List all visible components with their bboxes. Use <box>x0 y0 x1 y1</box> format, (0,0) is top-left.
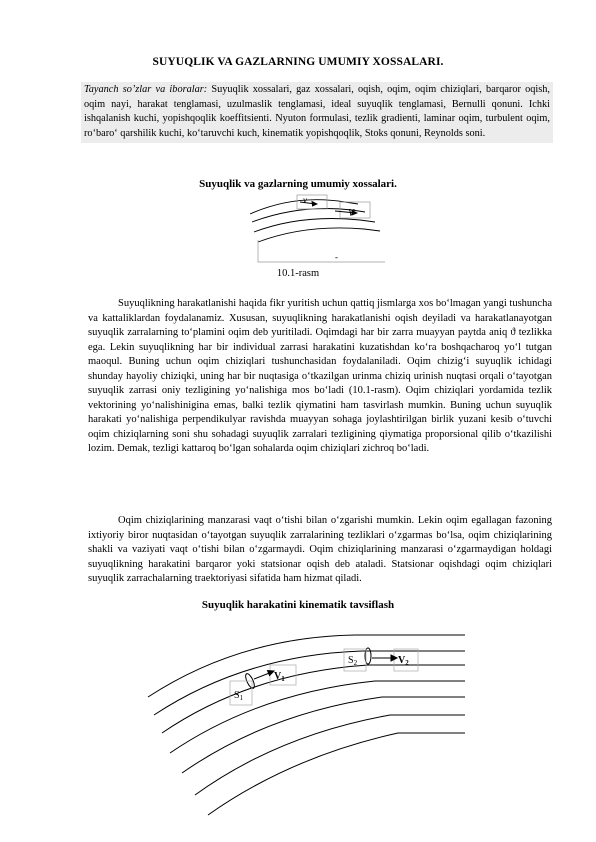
streamline <box>154 651 465 715</box>
v1-label: V <box>274 671 282 682</box>
velocity-label: v <box>303 195 307 205</box>
axis-bracket <box>258 240 385 262</box>
keywords-box <box>81 82 553 143</box>
paragraph: Suyuqlikning harakatlanishi haqida fikr yuritish uchun qattiq jismlarga xos bo‘lmagan yangi tushuncha va kattaliklardan foydalanamiz. Xususan, suyuqlikning harakatlanishi oqish deyiladi va harakatlanayotgan suyuqlik zarralarning to‘plamini oqim deb yuritiladi. Oqimdagi har bir zarra muayyan paytda aniq ϑ tezlikka ega. Lekin suyuqlikning har bir individual zarrasi harakatini kuzatishdan ko‘ra boshqacharoq yo‘l tutgan maoqul. Buning uchun oqim chiziqlari tushunchasidan foydalaniladi. Oqim chizig‘i suyuqlik ichidagi shunday hayoliy chiziqki, uning har bir nuqtasiga o‘tkazilgan urinma chiziq urinish nuqtasi orqali o‘tayotgan suyuqlik zarrasi oniy tezligining yo‘nalishiga mos bo‘ladi (10.1-rasm). Oqim chiziqlari yordamida tezlik vektorining yo‘nalishinigina emas, balki tezlik qiymatini ham tasvirlash mumkin. Buning uchun suyuqlik harakati yo‘nalishiga perpendikulyar ravishda muayyan sohaga joylashtirilgan birlik yuzani kesib o‘tuvchi oqim chiziqlarning soni shu sohadagi suyuqlik zarralari tezligining qiymatiga proporsional qilib o‘tkazilishi lozim. Demak, tezligi kattaroq bo‘lgan sohalarda oqim chiziqlari zichroq bo‘ladi. <box>88 298 552 455</box>
streamline <box>170 681 465 753</box>
v2-label: V <box>398 655 406 666</box>
s1-subscript: 1 <box>239 694 244 702</box>
streamline <box>254 219 375 233</box>
keywords-label: Tayanch so’zlar va iboralar: <box>84 84 208 95</box>
streamline <box>208 733 465 815</box>
s2-label: S <box>348 655 354 666</box>
velocity-label: V <box>348 208 355 219</box>
dash-label: - <box>335 252 338 262</box>
s1-label: S <box>234 690 240 701</box>
streamline <box>162 665 465 733</box>
arrowhead <box>312 202 317 207</box>
svg-text:S2 <box>348 655 358 667</box>
v1-subscript: 1 <box>281 675 285 683</box>
streamline <box>148 635 465 697</box>
paragraph: Oqim chiziqlarining manzarasi vaqt o‘tishi bilan o‘zgarishi mumkin. Lekin oqim egallagan fazoning ixtiyoriy biror nuqtasidan o‘tayotgan suyuqlik zarralarining tezliklari o‘zgarmas bo‘lsa, oqim chiziqlarining shakli va vaziyati vaqt o‘tishi bilan o‘zgarmaydi. Oqim chiziqlarining manzarasi o‘zgarmaydigan holdagi suyuqlikning harakatini barqaror yoki statsionar oqish deb ataladi. Statsionar oqishdagi oqim chiziqlari suyuqlik zarrachalarning traektoriyasi sifatida ham hizmat qiladi. <box>88 515 552 585</box>
svg-text:V2 <box>398 655 409 667</box>
stream-tube-figure <box>140 615 480 820</box>
vector-label-frame <box>340 202 370 218</box>
s2-subscript: 2 <box>353 659 358 667</box>
keywords-text: Suyuqlik xossalari, gaz xossalari, oqish, oqim, oqim chiziqlari, barqaror oqish, oqim nayi, harakat tenglamasi, uzulmaslik tenglamasi, ideal suyuqlik tenglamasi, Bernulli qonuni. Ichki ishqalanish kuchi, yopishqoqlik koeffitsienti. Nyuton formulasi, tezlik gradienti, laminar oqim, turbulent oqim, ro‘baro‘ qarshilik kuchi, ko‘taruvchi kuch, kinematik yopishqoqlik, Stoks qonuni, Reynolds soni. <box>84 84 551 139</box>
section-title-properties: Suyuqlik va gazlarning umumiy xossalari. <box>199 178 397 190</box>
figure-caption: 10.1-rasm <box>276 268 320 279</box>
streamline-figure <box>240 192 390 268</box>
streamline <box>182 697 465 773</box>
svg-text:V1 <box>274 671 285 683</box>
streamline <box>258 228 380 242</box>
v2-subscript: 2 <box>405 659 409 667</box>
section-title-kinematics: Suyuqlik harakatini kinematik tavsiflash <box>201 599 395 611</box>
page-title: SUYUQLIK VA GAZLARNING UMUMIY XOSSALARI. <box>152 56 444 68</box>
streamline <box>195 715 465 795</box>
